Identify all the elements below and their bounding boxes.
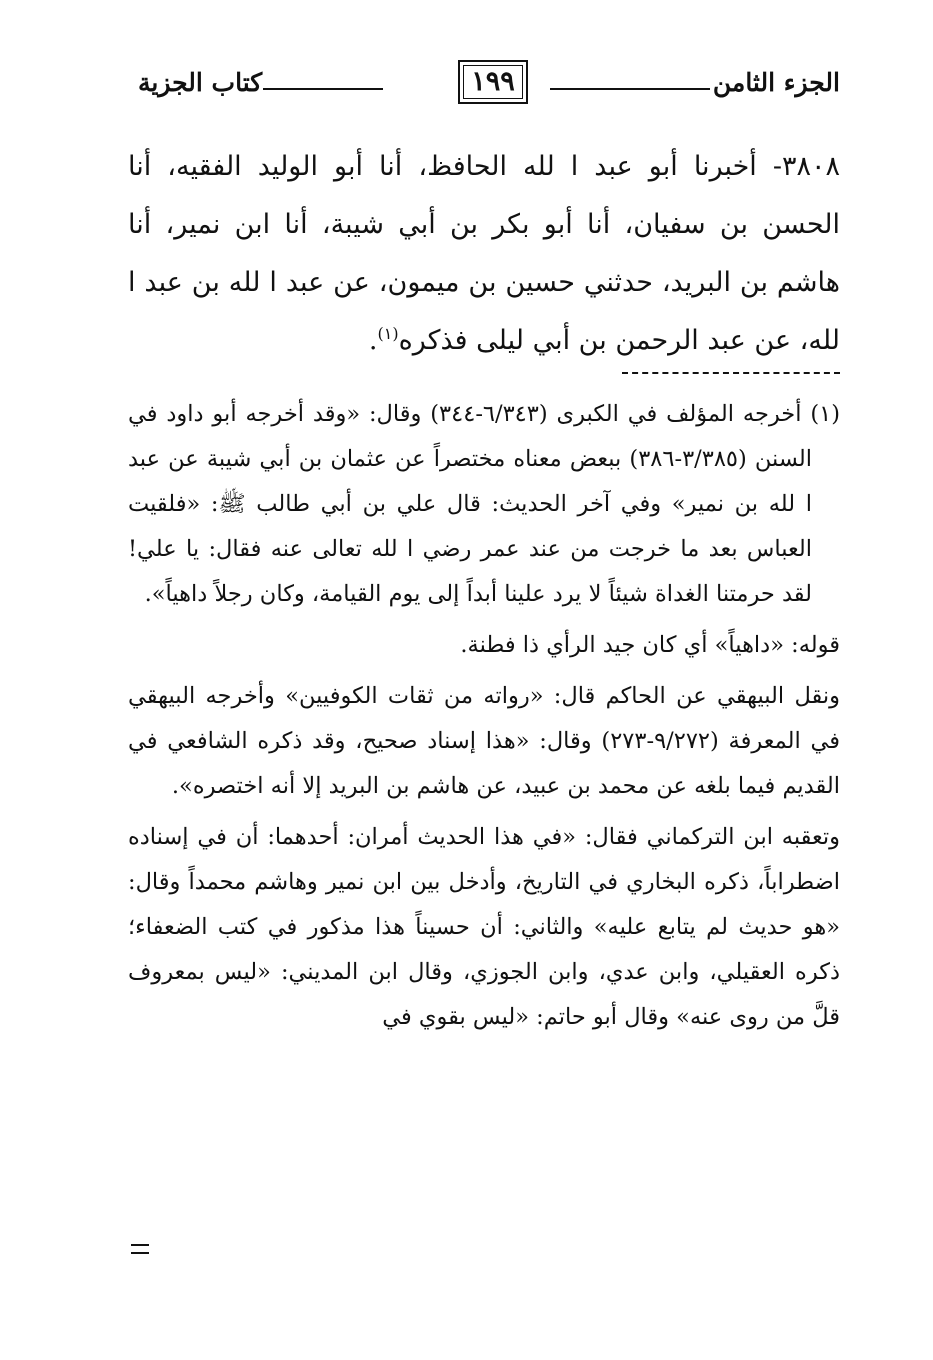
page-header [128,58,840,110]
header-rule-right [550,88,710,90]
footnote-separator [622,372,840,374]
footnote-reference: (١) [377,324,399,343]
footnote-paragraph: ونقل البيهقي عن الحاكم قال: «رواته من ثقات الكوفيين» وأخرجه البيهقي في المعرفة (٩/٢٧٢-٢٧٣) وقال: «هذا إسناد صحيح، وقد ذكره الشافعي في القديم فيما بلغه عن محمد بن عبيد، عن هاشم بن البريد إلا أنه اختصره». [128,683,841,799]
footnote-paragraph: وتعقبه ابن التركماني فقال: «في هذا الحديث أمران: أحدهما: أن في إسناده اضطراباً، ذكره البخاري في التاريخ، وأدخل بين ابن نمير وهاشم محمداً وقال: «هو حديث لم يتابع عليه» والثاني: أن حسيناً هذا مذكور في كتب الضعفاء؛ ذكره العقيلي، وابن عدي، وابن الجوزي، وقال ابن المديني: «ليس بمعروف قلَّ من روى عنه» وقال أبو حاتم: «ليس بقوي في [128,824,840,1030]
page-number: ١٩٩ [458,60,528,104]
hadith-end: . [368,325,378,356]
hadith-text [128,138,840,370]
footnote-paragraph: قوله: «داهياً» أي كان جيد الرأي ذا فطنة. [460,632,840,658]
footnotes [128,392,840,1046]
part-title: الجزء الثامن [712,68,840,97]
continuation-mark [131,1244,149,1258]
footnote-paragraph: (١) أخرجه المؤلف في الكبرى (٦/٣٤٣-٣٤٤) وقال: «وقد أخرجه أبو داود في السنن (٣/٣٨٥-٣٨٦) ببعض معناه مختصراً عن عثمان بن أبي شيبة عن عبد ا لله بن نمير» وفي آخر الحديث: قال علي بن أبي طالب ﷺ: «فلقيت العباس بعد ما خرجت من عند عمر رضي ا لله تعالى عنه فقال: يا علي! لقد حرمتنا الغداة شيئاً لا يرد علينا أبداً إلى يوم القيامة، وكان رجلاً داهياً». [128,401,840,607]
book-title: كتاب الجزية [138,68,263,97]
hadith-body: ٣٨٠٨- أخبرنا أبو عبد ا لله الحافظ، أنا أبو الوليد الفقيه، أنا الحسن بن سفيان، أنا أبو بكر بن أبي شيبة، أنا ابن نمير، أنا هاشم بن البريد، حدثني حسين بن ميمون، عن عبد ا لله بن عبد ا لله، عن عبد الرحمن بن أبي ليلى فذكره [128,151,840,356]
header-rule-left [263,88,383,90]
